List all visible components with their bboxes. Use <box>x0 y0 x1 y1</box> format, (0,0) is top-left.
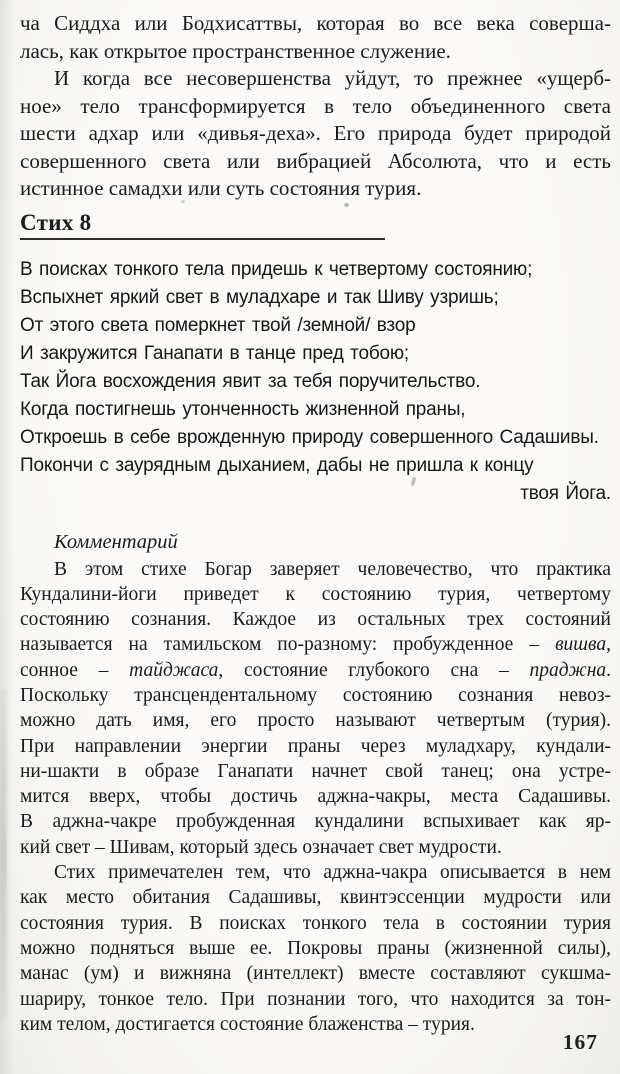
paragraph <box>20 557 611 861</box>
text-run: шести адхар или «дивья-деха». Его природа будет природой <box>20 121 611 145</box>
page-number: 167 <box>562 1030 598 1054</box>
text-line <box>20 860 611 885</box>
text-run: , <box>606 634 611 656</box>
text-run: можно дать имя, его просто называют четвертым (турия). <box>20 710 611 732</box>
text-line <box>20 93 611 121</box>
text-line <box>20 683 611 708</box>
text-line <box>20 911 611 936</box>
verse-line: Так Йога восхождения явит за тебя поручительство. <box>20 370 481 392</box>
verse-section <box>20 256 611 508</box>
text-run: Поскольку трансцендентальному состоянию сознания невоз- <box>20 684 611 706</box>
text-run: , состояние глубокого сна – <box>218 659 530 681</box>
text-run: Стих примечателен тем, что аджна-чакра описывается в нем <box>54 862 611 884</box>
scan-edge-shadow <box>0 0 14 1074</box>
text-line <box>20 607 611 632</box>
verse-line: В поисках тонкого тела придешь к четвертому состоянию; <box>20 258 533 280</box>
verse-line: Откроешь в себе врожденную природу совершенного Садашивы. <box>20 426 599 448</box>
text-line <box>20 809 611 834</box>
verse-line-right-aligned: твоя Йога. <box>520 482 611 504</box>
text-line <box>20 120 611 148</box>
commentary-section <box>20 529 611 1038</box>
text-line <box>20 835 611 860</box>
text-run: как место обитания Садашивы, квинтэссенции мудрости или <box>20 887 611 909</box>
text-line <box>20 784 611 809</box>
italic-term: вишва <box>555 634 607 656</box>
text-run: сонное – <box>20 659 130 681</box>
text-run: шариру, тонкое тело. При познании того, что находится за тон- <box>20 988 611 1010</box>
text-line <box>20 582 611 607</box>
text-line <box>20 148 611 176</box>
verse-line: От этого света померкнет твой /земной/ взор <box>20 314 416 336</box>
text-run: ча Сиддха или Бодхисаттвы, которая во все века соверша- <box>20 11 611 35</box>
text-line <box>20 65 611 93</box>
text-run: кий свет – Шивам, который здесь означает свет мудрости. <box>20 836 502 858</box>
text-line <box>20 557 611 582</box>
verse-line: Покончи с заурядным дыханием, дабы не пришла к концу <box>20 454 534 476</box>
text-line <box>20 38 611 66</box>
text-run: В аджна-чакре пробужденная кундалини вспыхивает как яр- <box>20 811 611 833</box>
text-run: совершенного света или вибрацией Абсолюта, что и есть <box>20 148 611 173</box>
text-line <box>20 987 611 1012</box>
text-run: истинное самадхи или суть состояния турия. <box>20 176 422 200</box>
text-line <box>20 1012 611 1037</box>
verse-line: И закружится Ганапати в танце пред тобою; <box>20 342 409 364</box>
text-run: ким телом, достигается состояние блаженства – турия. <box>20 1013 475 1035</box>
text-run: состоянию сознания. Каждое из остальных трех состояний <box>20 609 611 631</box>
text-run: Кундалини-йоги приведет к состоянию турия, четвертому <box>20 583 611 605</box>
text-run: ное» тело трансформируется в тело объединенного света <box>20 93 611 118</box>
text-line <box>20 658 611 683</box>
text-run: ни-шакти в образе Ганапати начнет свой танец; она устре- <box>20 760 611 782</box>
text-run: мится вверх, чтобы достичь аджна-чакры, места Садашивы. <box>20 786 611 808</box>
paragraph <box>20 10 611 65</box>
verse-line: Вспыхнет яркий свет в муладхаре и так Шиву узришь; <box>20 286 499 308</box>
text-line <box>20 632 611 657</box>
intro-section <box>20 10 611 203</box>
text-line <box>20 759 611 784</box>
text-run: В этом стихе Богар заверяет человечество, что практика <box>54 558 611 580</box>
text-run: лась, как открытое пространственное служение. <box>20 38 451 63</box>
text-line <box>20 936 611 961</box>
text-run: можно подняться выше ее. Покровы праны (жизненной силы), <box>20 937 611 959</box>
text-line <box>20 708 611 733</box>
text-line <box>20 961 611 986</box>
paragraph <box>20 65 611 203</box>
paragraph <box>20 860 611 1037</box>
commentary-heading: Комментарий <box>54 530 178 553</box>
italic-term: праджна <box>529 659 607 681</box>
text-line <box>20 885 611 910</box>
text-line <box>20 10 611 38</box>
text-run: называется на тамильском по-разному: пробужденное – <box>20 634 556 656</box>
verse-heading: Стих 8 <box>20 209 92 235</box>
italic-term: тайджаса <box>129 659 219 681</box>
text-line <box>20 734 611 759</box>
text-run: состояния турия. В поисках тонкого тела в состоянии турия <box>20 912 611 934</box>
text-run: . <box>606 659 611 681</box>
scan-smudge <box>0 690 7 1020</box>
text-run: При направлении энергии праны через муладхару, кундали- <box>20 735 611 757</box>
text-line <box>20 175 611 203</box>
text-run: манас (ум) и вижняна (интеллект) вместе составляют сукшма- <box>20 963 611 985</box>
page-content <box>20 10 611 1037</box>
verse-heading-rule <box>20 210 385 240</box>
text-run: И когда все несовершенства уйдут, то прежнее «ущерб- <box>54 66 611 90</box>
commentary-paragraphs <box>20 557 611 1038</box>
verse-line: Когда постигнешь утонченность жизненной праны, <box>20 398 466 420</box>
